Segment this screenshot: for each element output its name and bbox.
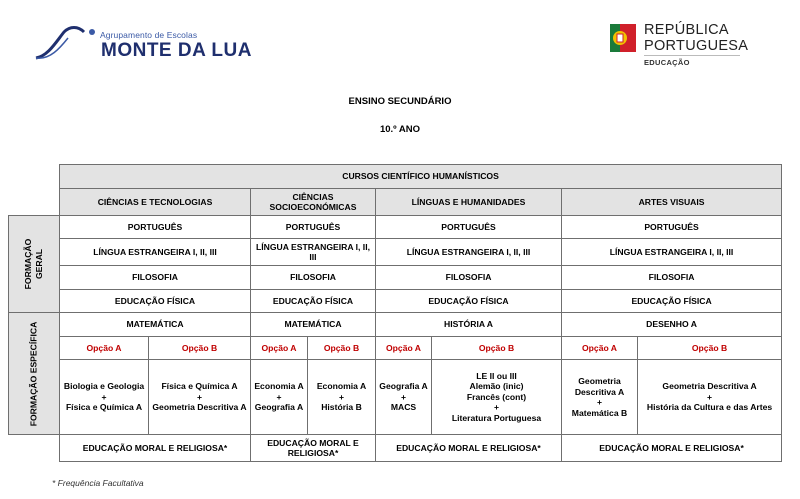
option-a-header: Opção A bbox=[60, 337, 149, 360]
trienal-cell: HISTÓRIA A bbox=[376, 313, 562, 337]
option-line: Biologia e Geologia bbox=[63, 381, 145, 392]
option-a-header: Opção A bbox=[562, 337, 638, 360]
course-header: LÍNGUAS E HUMANIDADES bbox=[376, 189, 562, 216]
option-line: Geografia A bbox=[254, 402, 304, 413]
option-b-header: Opção B bbox=[432, 337, 562, 360]
option-line: Matemática B bbox=[571, 407, 628, 418]
school-name: MONTE DA LUA bbox=[101, 40, 252, 61]
curriculum-table bbox=[8, 164, 782, 462]
subject-cell: EDUCAÇÃO FÍSICA bbox=[60, 290, 251, 313]
subject-cell: EDUCAÇÃO FÍSICA bbox=[251, 290, 376, 313]
trienal-cell: MATEMÁTICA bbox=[60, 313, 251, 337]
option-line: + bbox=[596, 397, 603, 407]
option-line: História da Cultura e das Artes bbox=[646, 402, 773, 413]
section-specific bbox=[9, 313, 60, 435]
school-subtitle: Agrupamento de Escolas bbox=[100, 30, 198, 40]
gov-line3: EDUCAÇÃO bbox=[644, 58, 690, 67]
option-b-header: Opção B bbox=[308, 337, 376, 360]
option-b-header: Opção B bbox=[149, 337, 251, 360]
option-line: + bbox=[276, 391, 282, 402]
course-header: CIÊNCIAS E TECNOLOGIAS bbox=[60, 189, 251, 216]
subject-cell: FILOSOFIA bbox=[562, 266, 782, 290]
option-line: MACS bbox=[390, 402, 417, 413]
school-logo bbox=[32, 18, 272, 68]
corner-cell bbox=[9, 435, 60, 462]
option-line: Geometria Descritiva A bbox=[662, 381, 757, 392]
republic-logo bbox=[608, 20, 778, 70]
gov-line1: REPÚBLICA bbox=[644, 22, 729, 38]
subject-cell: LÍNGUA ESTRANGEIRA I, II, III bbox=[251, 239, 376, 266]
portugal-emblem-icon bbox=[608, 22, 638, 56]
option-line: Física e Química A bbox=[161, 381, 238, 392]
gov-line2: PORTUGUESA bbox=[644, 38, 749, 54]
option-b-header: Opção B bbox=[638, 337, 782, 360]
corner-cell bbox=[9, 165, 60, 189]
option-cell-av-a bbox=[562, 360, 638, 435]
option-line: + bbox=[400, 391, 407, 402]
subject-cell: PORTUGUÊS bbox=[60, 216, 251, 239]
trienal-cell: MATEMÁTICA bbox=[251, 313, 376, 337]
school-logo-arc-icon bbox=[34, 22, 104, 62]
option-line: LE II ou III bbox=[476, 370, 517, 381]
option-line: + bbox=[338, 391, 345, 402]
option-line: + bbox=[707, 391, 713, 402]
option-line: Geometria Descritiva A bbox=[152, 402, 247, 413]
main-header: CURSOS CIENTÍFICO HUMANÍSTICOS bbox=[60, 165, 782, 189]
option-line: Literatura Portuguesa bbox=[451, 412, 542, 423]
option-line: Francês (cont) bbox=[466, 391, 527, 402]
subject-cell: FILOSOFIA bbox=[60, 266, 251, 290]
emr-cell: EDUCAÇÃO MORAL E RELIGIOSA* bbox=[60, 435, 251, 462]
option-line: Economia A bbox=[316, 381, 367, 392]
option-cell-av-b bbox=[638, 360, 782, 435]
option-line: História B bbox=[321, 402, 362, 413]
section-specific-label: FORMAÇÃO ESPECÍFICA bbox=[28, 321, 39, 426]
page-subtitle: 10.º ANO bbox=[379, 124, 421, 135]
emr-cell: EDUCAÇÃO MORAL E RELIGIOSA* bbox=[251, 435, 376, 462]
subject-cell: EDUCAÇÃO FÍSICA bbox=[376, 290, 562, 313]
option-a-header: Opção A bbox=[251, 337, 308, 360]
option-line: Economia A bbox=[254, 381, 304, 392]
option-cell-lh-b bbox=[432, 360, 562, 435]
option-line: Geografia A bbox=[379, 381, 428, 392]
page-header bbox=[0, 0, 800, 80]
option-cell-cse-a bbox=[251, 360, 308, 435]
subject-cell: FILOSOFIA bbox=[251, 266, 376, 290]
option-a-header: Opção A bbox=[376, 337, 432, 360]
gov-divider bbox=[644, 55, 740, 56]
subject-cell: PORTUGUÊS bbox=[251, 216, 376, 239]
option-cell-ct-a bbox=[60, 360, 149, 435]
subject-cell: LÍNGUA ESTRANGEIRA I, II, III bbox=[376, 239, 562, 266]
subject-cell: EDUCAÇÃO FÍSICA bbox=[562, 290, 782, 313]
section-general bbox=[9, 216, 60, 313]
subject-cell: PORTUGUÊS bbox=[376, 216, 562, 239]
option-cell-cse-b bbox=[308, 360, 376, 435]
subject-cell: PORTUGUÊS bbox=[562, 216, 782, 239]
option-line: + bbox=[101, 391, 107, 402]
option-line: Física e Química A bbox=[65, 402, 143, 413]
course-header: ARTES VISUAIS bbox=[562, 189, 782, 216]
option-cell-ct-b bbox=[149, 360, 251, 435]
subject-cell: LÍNGUA ESTRANGEIRA I, II, III bbox=[60, 239, 251, 266]
page-title: ENSINO SECUNDÁRIO bbox=[348, 96, 452, 107]
emr-cell: EDUCAÇÃO MORAL E RELIGIOSA* bbox=[562, 435, 782, 462]
option-line: Geometria Descritiva A bbox=[574, 376, 625, 397]
course-header: CIÊNCIAS SOCIOECONÓMICAS bbox=[251, 189, 376, 216]
option-line: + bbox=[196, 391, 203, 402]
option-line: + bbox=[493, 402, 500, 413]
subject-cell: FILOSOFIA bbox=[376, 266, 562, 290]
option-line: Alemão (inic) bbox=[469, 381, 524, 392]
emr-cell: EDUCAÇÃO MORAL E RELIGIOSA* bbox=[376, 435, 562, 462]
section-general-label: FORMAÇÃO GERAL bbox=[23, 238, 44, 290]
corner-cell bbox=[9, 189, 60, 216]
subject-cell: LÍNGUA ESTRANGEIRA I, II, III bbox=[562, 239, 782, 266]
trienal-cell: DESENHO A bbox=[562, 313, 782, 337]
option-cell-lh-a bbox=[376, 360, 432, 435]
footnote: * Frequência Facultativa bbox=[52, 478, 144, 488]
